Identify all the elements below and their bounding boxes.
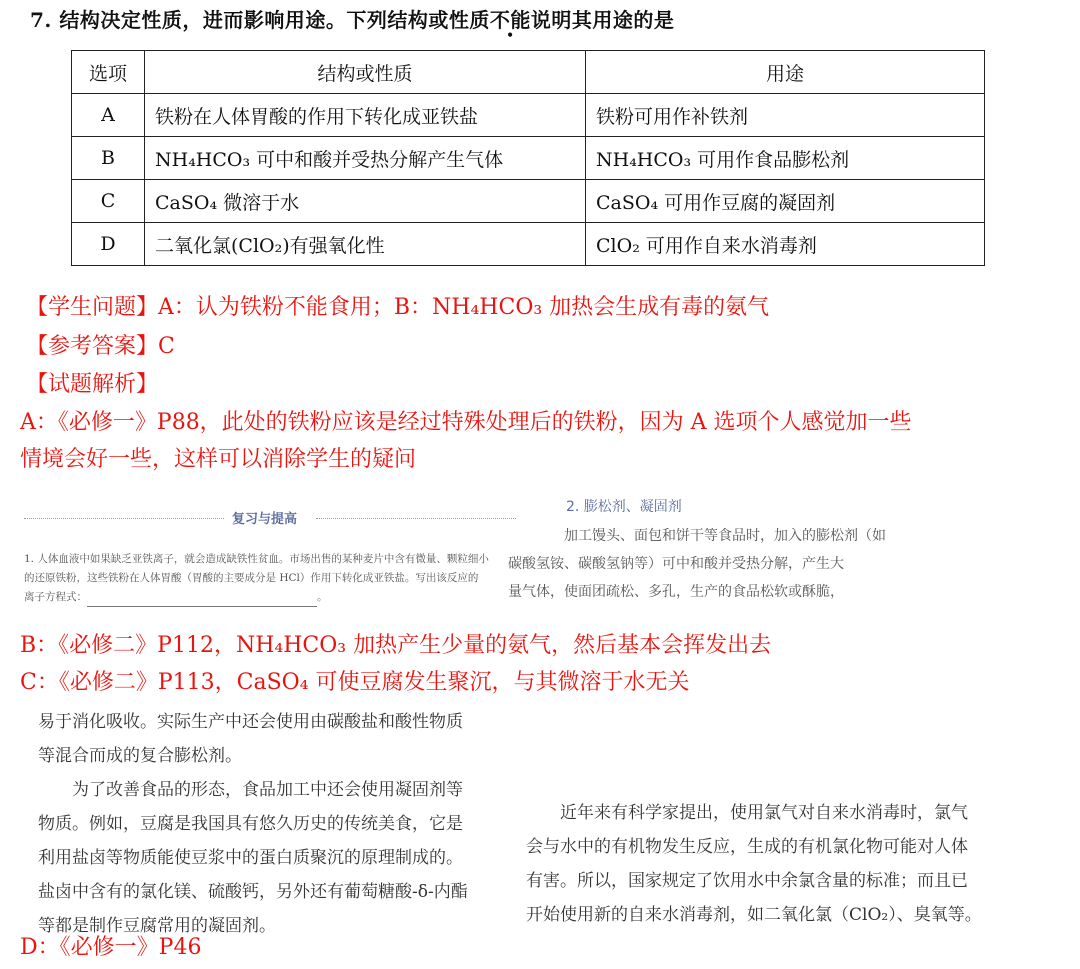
option-label: B [72,137,145,180]
table-header-usage: 用途 [586,51,985,94]
question-number: 7. [30,8,52,32]
usage-cell: NH₄HCO₃ 可用作食品膨松剂 [586,137,985,180]
excerpt-line: 盐卤中含有的氯化镁、硫酸钙，另外还有葡萄糖酸-δ-内酯 [38,882,468,902]
excerpt-line: 为了改善食品的形态，食品加工中还会使用凝固剂等 [72,780,463,800]
question-text-end: 说明其用途的是 [530,8,675,32]
table-header-row [72,51,985,94]
excerpt-line: 会与水中的有机物发生反应，生成的有机氯化物可能对人体 [526,837,968,857]
table-row [72,180,985,223]
dotted-divider [316,518,516,519]
structure-cell: NH₄HCO₃ 可中和酸并受热分解产生气体 [145,137,586,180]
analysis-title: 【试题解析】 [26,372,159,397]
usage-cell: CaSO₄ 可用作豆腐的凝固剂 [586,180,985,223]
analysis-c-line: C：《必修二》P113，CaSO₄ 可使豆腐发生聚沉，与其微溶于水无关 [20,670,690,695]
excerpt-line: 利用盐卤等物质能使豆浆中的蛋白质聚沉的原理制成的。 [38,848,463,868]
options-table [71,50,985,266]
table-header-option: 选项 [72,51,145,94]
option-label: C [72,180,145,223]
dotted-divider [24,518,224,519]
usage-cell: 铁粉可用作补铁剂 [586,94,985,137]
answer-blank [87,594,317,607]
table-row [72,94,985,137]
review-line: 离子方程式： [24,591,87,603]
student-question: 【学生问题】A：认为铁粉不能食用；B：NH₄HCO₃ 加热会生成有毒的氨气 [26,295,770,320]
excerpt-line: 量气体，使面团疏松、多孔，生产的食品松软或酥脆， [508,584,844,600]
option-label: D [72,223,145,266]
table-row [72,137,985,180]
excerpt-line: 碳酸氢铵、碳酸氢钠等）可中和酸并受热分解，产生大 [508,556,844,572]
excerpt-line: 开始使用新的自来水消毒剂，如二氧化氯（ClO₂）、臭氧等。 [526,905,982,925]
reference-answer: 【参考答案】C [26,334,175,359]
review-line: 的还原铁粉，这些铁粉在人体胃酸（胃酸的主要成分是 HCl）作用下转化成亚铁盐。写出该反应的 [24,572,479,584]
textbook-excerpt-leavening [508,496,946,606]
review-line: 1. 人体血液中如果缺乏亚铁离子，就会造成缺铁性贫血。市场出售的某种麦片中含有微量、颗粒细小 [24,553,489,565]
textbook-excerpt-review [20,496,520,616]
structure-cell: CaSO₄ 微溶于水 [145,180,586,223]
question-emphasis: 不能 [489,8,531,32]
table-row [72,223,985,266]
question-text: 结构决定性质，进而影响用途。下列结构或性质 [59,8,490,32]
analysis-d-line: D：《必修一》P46 [20,935,202,960]
excerpt-line: 等都是制作豆腐常用的凝固剂。 [38,916,276,936]
structure-cell: 二氧化氯(ClO₂)有强氧化性 [145,223,586,266]
excerpt-line: 加工馒头、面包和饼干等食品时，加入的膨松剂（如 [564,528,886,544]
option-label: A [72,94,145,137]
analysis-b-line: B：《必修二》P112，NH₄HCO₃ 加热产生少量的氨气，然后基本会挥发出去 [20,633,772,658]
structure-cell: 铁粉在人体胃酸的作用下转化成亚铁盐 [145,94,586,137]
excerpt-line: 物质。例如，豆腐是我国具有悠久历史的传统美食，它是 [38,814,463,834]
section-heading: 2. 膨松剂、凝固剂 [566,499,682,515]
textbook-excerpt-disinfectant [526,796,1026,932]
excerpt-line: 有害。所以，国家规定了饮用水中余氯含量的标准；而且已 [526,871,968,891]
excerpt-line: 易于消化吸收。实际生产中还会使用由碳酸盐和酸性物质 [38,712,463,732]
review-question-text [24,550,524,607]
analysis-a-line1: A：《必修一》P88，此处的铁粉应该是经过特殊处理后的铁粉，因为 A 选项个人感觉加一些 [20,410,912,435]
analysis-a-line2: 情境会好一些，这样可以消除学生的疑问 [20,447,417,472]
usage-cell: ClO₂ 可用作自来水消毒剂 [586,223,985,266]
review-end: 。 [317,591,328,603]
excerpt-line: 等混合而成的复合膨松剂。 [38,746,242,766]
excerpt-line: 近年来有科学家提出，使用氯气对自来水消毒时，氯气 [560,803,968,823]
review-title: 复习与提高 [232,512,298,527]
textbook-excerpt-coagulant [38,705,528,943]
table-header-structure: 结构或性质 [145,51,586,94]
question-title [30,4,674,33]
